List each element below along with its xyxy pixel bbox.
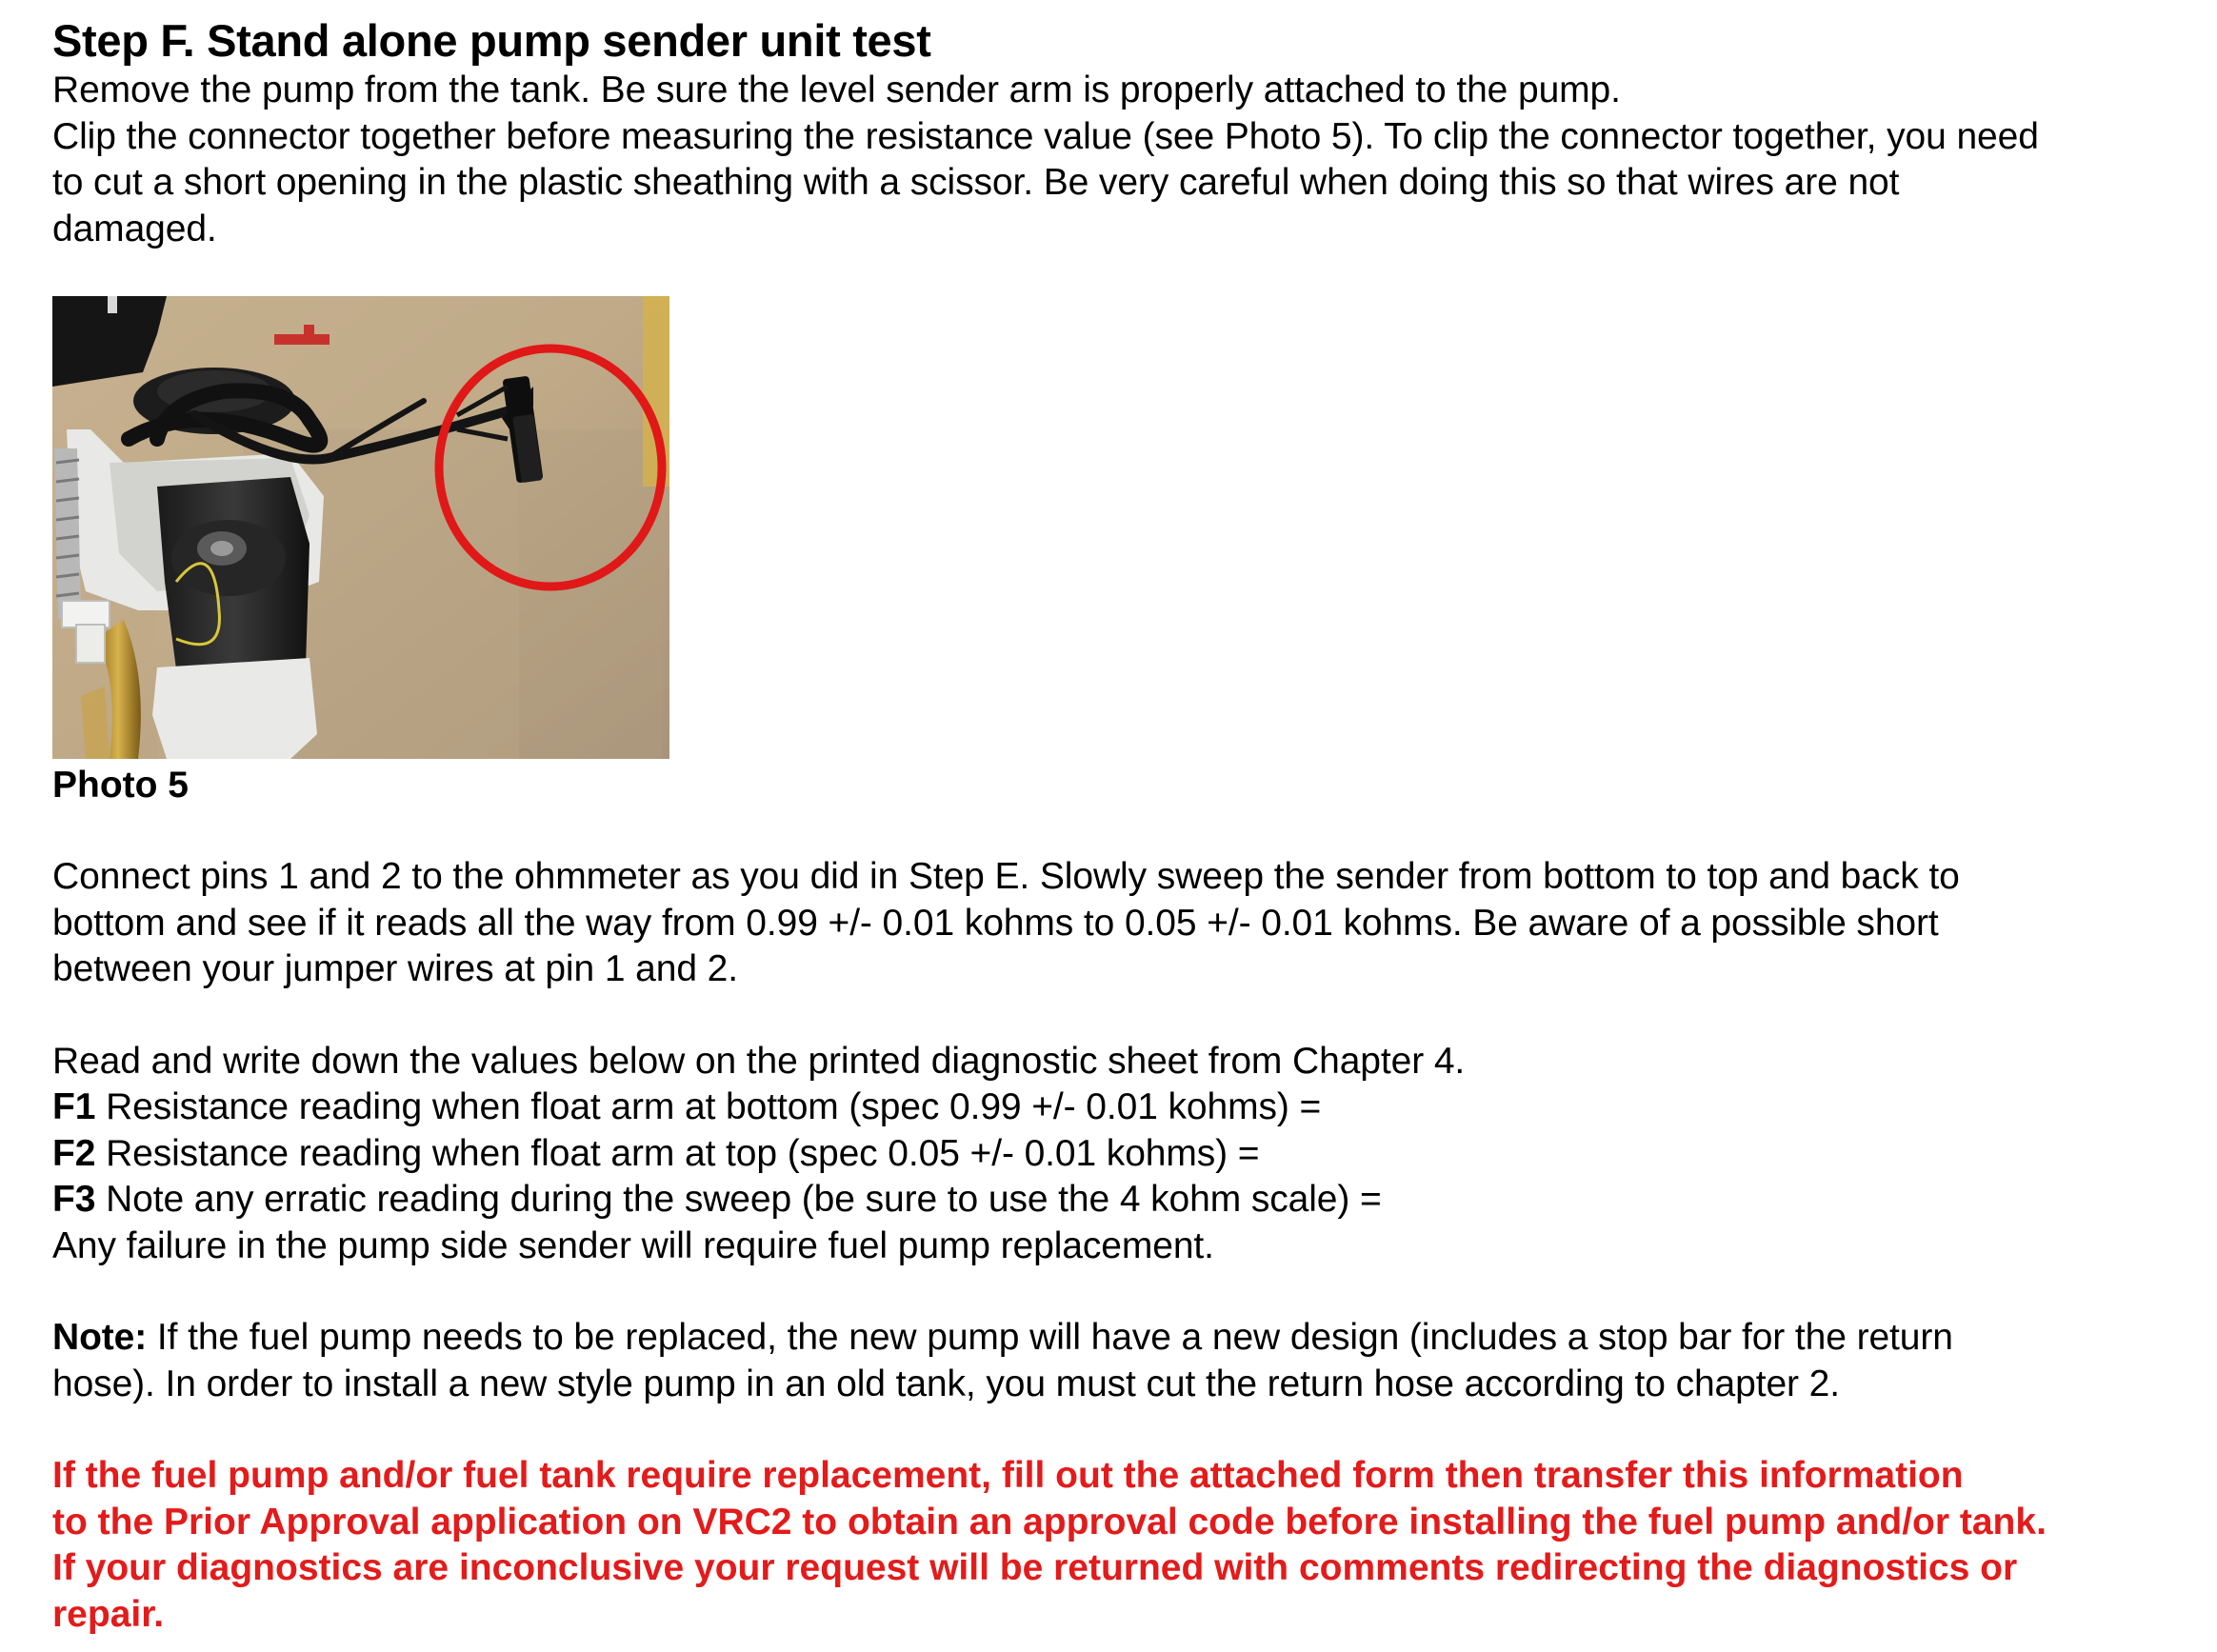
spacer bbox=[52, 1407, 2205, 1453]
reading-f1 bbox=[52, 1085, 2205, 1131]
reading-f1-label: F1 bbox=[52, 1086, 96, 1127]
warning-line-4: repair. bbox=[52, 1593, 165, 1635]
note-line-1 bbox=[52, 1315, 2205, 1362]
spacer bbox=[52, 808, 2205, 854]
failure-statement: Any failure in the pump side sender will require fuel pump replacement. bbox=[52, 1224, 1214, 1266]
photo-caption: Photo 5 bbox=[52, 765, 189, 806]
reading-f2-text: Resistance reading when float arm at top (spec 0.05 +/- 0.01 kohms) = bbox=[95, 1132, 1260, 1174]
intro-line-3: to cut a short opening in the plastic sheathing with a scissor. Be very careful when doing this so that wires are not bbox=[52, 162, 1900, 203]
intro-line-4: damaged. bbox=[52, 208, 217, 249]
reading-f2 bbox=[52, 1131, 2205, 1178]
readings-intro: Read and write down the values below on the printed diagnostic sheet from Chapter 4. bbox=[52, 1040, 1466, 1082]
reading-f2-label: F2 bbox=[52, 1132, 96, 1174]
photo-5-image bbox=[52, 296, 669, 759]
connect-line-2: bottom and see if it reads all the way from 0.99 +/- 0.01 kohms to 0.05 +/- 0.01 kohms. Be aware of a possible short bbox=[52, 902, 1939, 944]
document-page bbox=[52, 14, 2205, 1638]
warning-paragraph bbox=[52, 1453, 2205, 1638]
warning-line-1: If the fuel pump and/or fuel tank require replacement, fill out the attached form then transfer this information bbox=[52, 1455, 1964, 1496]
reading-f3-label: F3 bbox=[52, 1179, 96, 1220]
spacer bbox=[52, 993, 2205, 1039]
warning-line-3: If your diagnostics are inconclusive your request will be returned with comments redirecting the diagnostics or bbox=[52, 1547, 2018, 1588]
note-text-1: If the fuel pump needs to be replaced, the new pump will have a new design (includes a stop bar for the return bbox=[147, 1317, 1953, 1358]
intro-line-2: Clip the connector together before measuring the resistance value (see Photo 5). To clip the connector together, you need bbox=[52, 115, 2039, 157]
note-line-2: hose). In order to install a new style pump in an old tank, you must cut the return hose according to chapter 2. bbox=[52, 1363, 1841, 1404]
reading-f1-text: Resistance reading when float arm at bottom (spec 0.99 +/- 0.01 kohms) = bbox=[95, 1086, 1322, 1127]
warning-line-2: to the Prior Approval application on VRC2 to obtain an approval code before installing the fuel pump and/or tank. bbox=[52, 1501, 2047, 1543]
connect-paragraph bbox=[52, 854, 2205, 993]
intro-line-1: Remove the pump from the tank. Be sure the level sender arm is properly attached to the pump. bbox=[52, 70, 1621, 110]
page-title: Step F. Stand alone pump sender unit test bbox=[52, 15, 931, 66]
readings-paragraph bbox=[52, 1039, 2205, 1270]
connect-line-3: between your jumper wires at pin 1 and 2. bbox=[52, 948, 738, 989]
note-paragraph bbox=[52, 1315, 2205, 1407]
spacer bbox=[52, 1269, 2205, 1315]
connect-line-1: Connect pins 1 and 2 to the ohmmeter as you did in Step E. Slowly sweep the sender from bottom to top and back to bbox=[52, 856, 1960, 897]
intro-paragraph bbox=[52, 68, 2205, 252]
reading-f3 bbox=[52, 1177, 2205, 1224]
note-label: Note: bbox=[52, 1317, 148, 1358]
reading-f3-text: Note any erratic reading during the sweep (be sure to use the 4 kohm scale) = bbox=[95, 1179, 1382, 1220]
